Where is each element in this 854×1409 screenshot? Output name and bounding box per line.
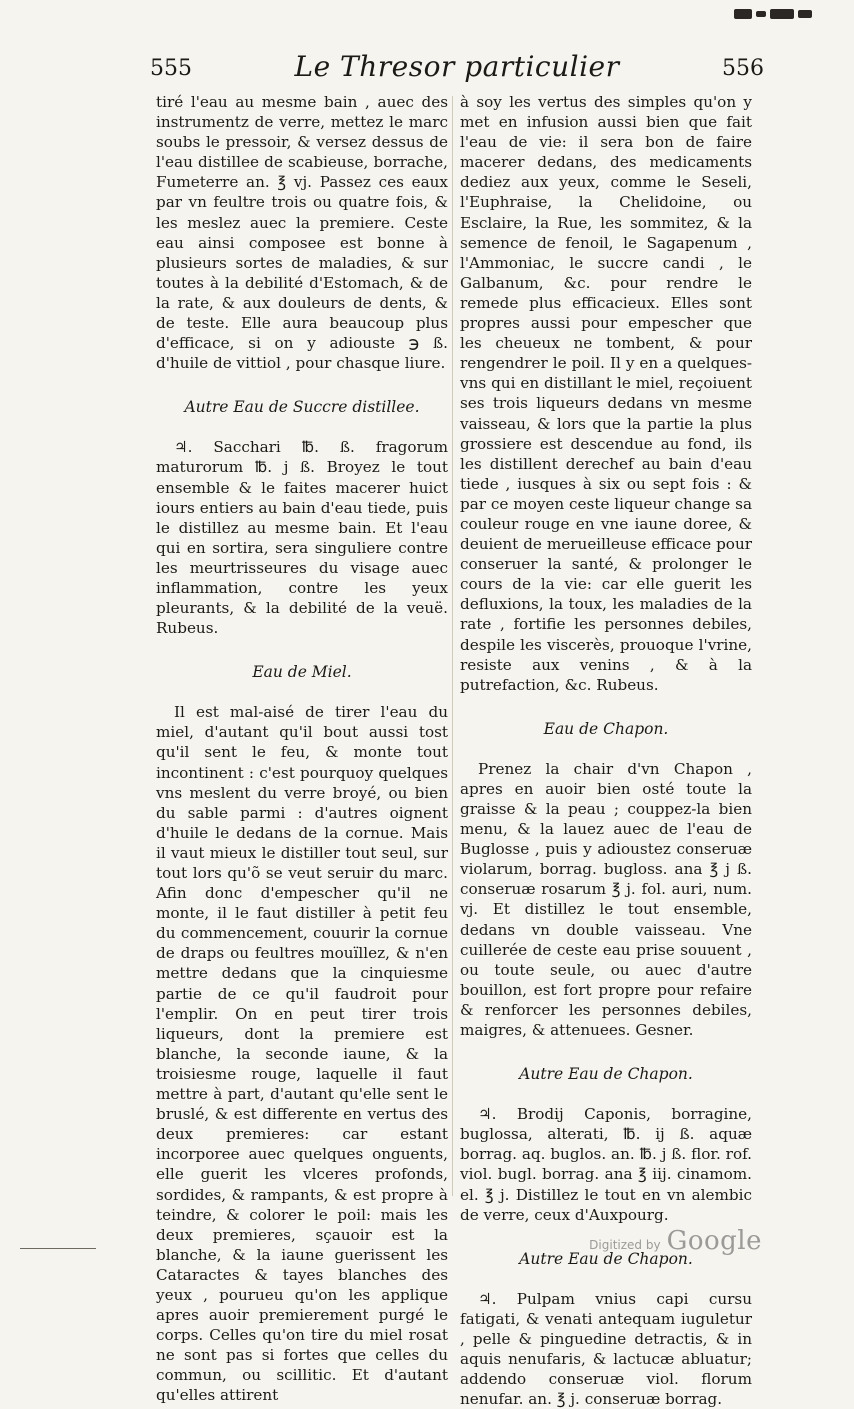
right-column bbox=[460, 92, 752, 1409]
paragraph: ♃. Brodij Caponis, borragine, buglossa, alterati, ℔. ij ß. aquæ borrag. aq. buglos. an. ℔. j ß. flor. rof. viol. bugl. borrag. ana ℥ iij. cinamom. el. ℥ j. Distillez le tout en vn alembic de verre, ceux d'Auxpourg. bbox=[460, 1105, 752, 1224]
digitization-watermark bbox=[589, 1226, 762, 1256]
running-header bbox=[150, 48, 764, 88]
page-number-left: 555 bbox=[150, 56, 192, 81]
section-heading: Autre Eau de Succre distillee. bbox=[184, 398, 420, 417]
ink-stain bbox=[734, 4, 826, 24]
google-logo: Google bbox=[666, 1226, 762, 1256]
left-column bbox=[156, 92, 448, 1406]
paragraph: ♃. Pulpam vnius capi cursu fatigati, & venati antequam iuguletur , pelle & pinguedine detractis, & in aquis nenufaris, & lactucæ abluatur; addendo conseruæ viol. florum nenufar. an. ℥ j. conseruæ borrag. bbox=[460, 1289, 752, 1409]
column-divider bbox=[452, 96, 453, 1196]
paragraph: à soy les vertus des simples qu'on y met en infusion aussi bien que fait l'eau de vie: il sera bon de faire macerer dedans, des medicaments dediez aux yeux, comme le Seseli, l'Euphraise, la Chelidoine, ou Esclaire, la Rue, les sommitez, & la semence de fenoil, le Sagapenum , l'Ammoniac, le succre candi , le Galbanum, &c. pour rendre le remede plus efficacieux. Elles sont propres aussi pour empescher que les cheueux ne tombent, & pour rengendrer le poil. Il y en a quelques-vns qui en distillant le miel, reçoiuent ses trois liqueurs dedans vn mesme vaisseau, & lors que la partie la plus grossiere est descendue au fond, ils les distillent derechef au bain d'eau tiede , iusques à six ou sept fois : & par ce moyen ceste liqueur change sa couleur rouge en vne iaune doree, & deuient de merueilleuse efficace pour conseruer la santé, & prolonger le cours de la vie: car elle guerit les defluxions, la toux, les maladies de la rate , fortifie les personnes debiles, despile les viscerès, prouoque l'vrine, resiste aux venins , & à la putrefaction, &c. Rubeus. bbox=[460, 93, 752, 694]
paragraph: Il est mal-aisé de tirer l'eau du miel, d'autant qu'il bout aussi tost qu'il sent le feu, & monte tout incontinent : c'est pourquoy quelques vns meslent du verre broyé, ou bien du sable parmi : d'autres oignent d'huile le dedans de la cornue. Mais il vaut mieux le distiller tout seul, sur tout lors qu'õ se veut seruir du marc. Afin donc d'empescher qu'il ne monte, il le faut distiller à petit feu du commencement, couurir la cornue de draps ou feultres mouïllez, & n'en mettre dedans que la cinquiesme partie de ce qu'il faudroit pour l'emplir. On en peut tirer trois liqueurs, dont la premiere est blanche, la seconde iaune, & la troisiesme rouge, laquelle il faut mettre à part, d'autant qu'elle sent le bruslé, & est differente en vertus des deux premieres: car estant incorporee auec quelques onguents, elle guerit les vlceres profonds, sordides, & rampants, & est propre à teindre, & colorer le poil: mais les deux premieres, sçauoir est la blanche, & la iaune guerissent les Cataractes & tayes blanches des yeux , pourueu qu'on les applique apres auoir premierement purgé le corps. Celles qu'on tire du miel rosat ne sont pas si fortes que celles du commun, ou scillitic. Et d'autant qu'elles attirent bbox=[156, 703, 448, 1405]
running-title: Le Thresor particulier bbox=[294, 50, 620, 83]
paragraph: tiré l'eau au mesme bain , auec des instrumentz de verre, mettez le marc soubs le pressoir, & versez dessus de l'eau distillee de scabieuse, borrache, Fumeterre an. ℥ vj. Passez ces eaux par vn feultre trois ou quatre fois, & les meslez auec la premiere. Ceste eau ainsi composee est bonne à plusieurs sortes de maladies, & sur toutes à la debilité d'Estomach, & de la rate, & aux douleurs de dents, & de teste. Elle aura beaucoup plus d'efficace, si on y adiouste ℈ ß. d'huile de vittiol , pour chasque liure. bbox=[156, 93, 448, 373]
watermark-prefix: Digitized by bbox=[589, 1238, 661, 1252]
page-number-right: 556 bbox=[722, 56, 764, 81]
section-heading: Autre Eau de Chapon. bbox=[519, 1249, 693, 1268]
section-heading: Eau de Miel. bbox=[252, 663, 352, 682]
footer-rule bbox=[20, 1248, 96, 1249]
section-heading: Eau de Chapon. bbox=[543, 719, 669, 738]
paragraph: Prenez la chair d'vn Chapon , apres en auoir bien osté toute la graisse & la peau ; couppez-la bien menu, & la lauez auec de l'eau de Buglosse , puis y adioustez conseruæ violarum, borrag. bugloss. ana ℥ j ß. conseruæ rosarum ℥ j. fol. auri, num. vj. Et distillez le tout ensemble, dedans vn double vaisseau. Vne cuillerée de ceste eau prise souuent , ou toute seule, ou auec d'autre bouillon, est fort propre pour refaire & renforcer les personnes debiles, maigres, & attenuees. Gesner. bbox=[460, 759, 752, 1040]
paragraph: ♃. Sacchari ℔. ß. fragorum maturorum ℔. j ß. Broyez le tout ensemble & le faites macerer huict iours entiers au bain d'eau tiede, puis le distillez au mesme bain. Et l'eau qui en sortira, sera singuliere contre les meurtrisseures du visage auec inflammation, contre les yeux pleurants, & la debilité de la veuë. Rubeus. bbox=[156, 438, 448, 638]
section-heading: Autre Eau de Chapon. bbox=[519, 1065, 693, 1084]
